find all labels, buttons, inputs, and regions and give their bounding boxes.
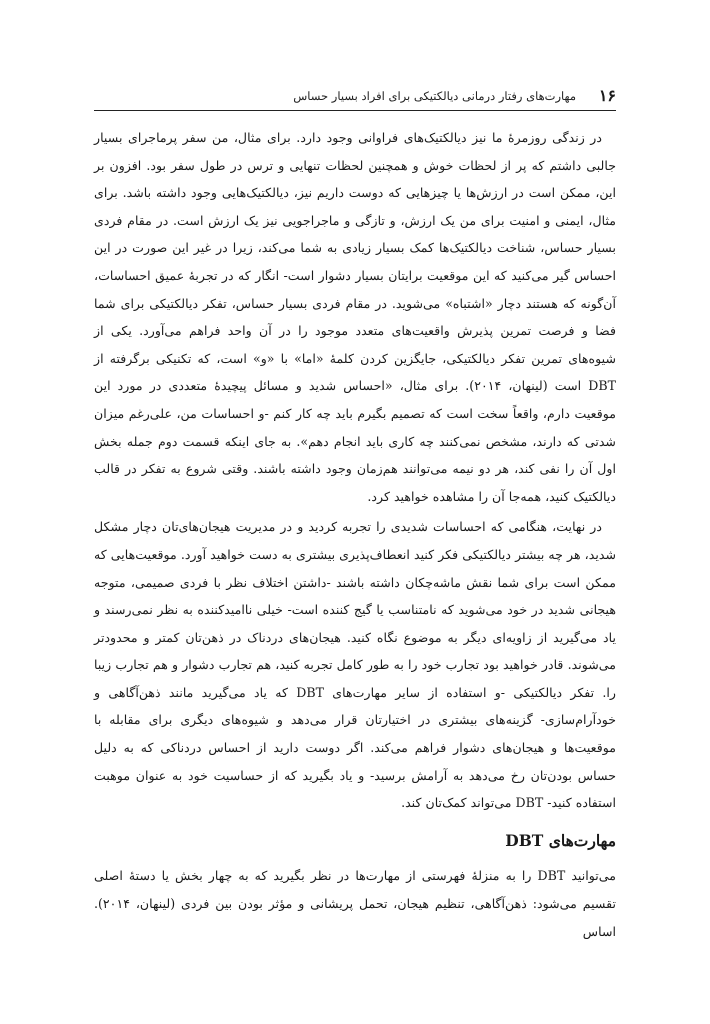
body-paragraph: در زندگی روزمرهٔ ما نیز دیالکتیک‌های فراوانی وجود دارد. برای مثال، من سفر پرماجرای بسیار جالبی داشتم که پر از لحظات خوش و همچنین لحظات تنهایی و ترس در طول سفر بود. افزون بر این، ممکن است در ارزش‌ها یا چیزهایی که دوست داریم نیز، دیالکتیک‌هایی وجود داشته باشد. برای مثال، ایمنی و امنیت برای من یک ارزش، و تازگی و ماجراجویی نیز یک ارزش است. در مقام فردی بسیار حساس، شناخت دیالکتیک‌ها کمک بسیار زیادی به شما می‌کند، زیرا در غیر این صورت در این احساس گیر می‌کنید که این موقعیت برایتان بسیار دشوار است- انگار که در تجربهٔ عمیق احساسات، آن‌گونه که هستند دچار «اشتباه» می‌شوید. در مقام فردی بسیار حساس، تفکر دیالکتیکی برای شما فضا و فرصت تمرین پذیرش واقعیت‌های متعدد موجود را در آن واحد فراهم می‌آورد. یکی از شیوه‌های تمرین تفکر دیالکتیکی، جایگزین کردن کلمهٔ «اما» با «و» است، که تکنیکی برگرفته از DBT است (لینهان، ۲۰۱۴). برای مثال، «احساس شدید و مسائل پیچیدهٔ متعددی در مورد این موقعیت دارم، واقعاً سخت است که تصمیم بگیرم باید چه کار کنم -و احساسات من، علی‌رغم میزان شدتی که دارند، مشخص نمی‌کنند چه کاری باید انجام دهم». به جای اینکه قسمت دوم جمله بخش اول آن را نفی کند، هر دو نیمه می‌توانند هم‌زمان وجود داشته باشند. وقتی شروع به تفکر در قالب دیالکتیک کنید، همه‌جا آن را مشاهده خواهید کرد.	[94, 130, 616, 504]
page-header	[94, 86, 616, 111]
body-paragraph: در نهایت، هنگامی که احساسات شدیدی را تجربه کردید و در مدیریت هیجان‌های‌تان دچار مشکل شدید، هر چه بیشتر دیالکتیکی فکر کنید انعطاف‌پذیری بیشتری به دست خواهید آورد. موقعیت‌هایی که ممکن است برای شما نقش ماشه‌چکان داشته باشند -داشتن اختلاف نظر با فردی صمیمی، متوجه هیجانی شدید در خود می‌شوید که نامتناسب یا گیج کننده است- خیلی ناامیدکننده به نظر نمی‌رسند و یاد می‌گیرید از زاویه‌ای دیگر به موضوع نگاه کنید. هیجان‌های دردناک در ذهن‌تان کمتر و محدودتر می‌شوند. قادر خواهید بود تجارب خود را به طور کامل تجربه کنید، هم تجارب دشوار و هم تجارب زیبا را. تفکر دیالکتیکی -و استفاده از سایر مهارت‌های DBT که یاد می‌گیرید مانند ذهن‌آگاهی و خودآرام‌سازی- گزینه‌های بیشتری در اختیارتان قرار می‌دهد و شیوه‌های دیگری برای مقابله با موقعیت‌ها و هیجان‌های دشوار فراهم می‌کند. اگر دوست دارید از احساس دردناکی که به دلیل حساس بودن‌تان رخ می‌دهد به آرامش برسید- و یاد بگیرید که از حساسیت خود به عنوان موهبت استفاده کنید- DBT می‌تواند کمک‌تان کند.	[94, 519, 616, 811]
section-heading: مهارت‌های DBT	[505, 830, 616, 850]
body-paragraph: می‌توانید DBT را به منزلهٔ فهرستی از مهارت‌ها در نظر بگیرید که به چهار بخش یا دستهٔ اصلی تقسیم می‌شود: ذهن‌آگاهی، تنظیم هیجان، تحمل پریشانی و مؤثر بودن بین فردی (لینهان، ۲۰۱۴). اساس	[94, 868, 616, 939]
running-title: مهارت‌های رفتار درمانی دیالکتیکی برای افراد بسیار حساس	[293, 89, 576, 103]
page-number: ۱۶	[598, 86, 616, 105]
page-body	[94, 124, 616, 948]
